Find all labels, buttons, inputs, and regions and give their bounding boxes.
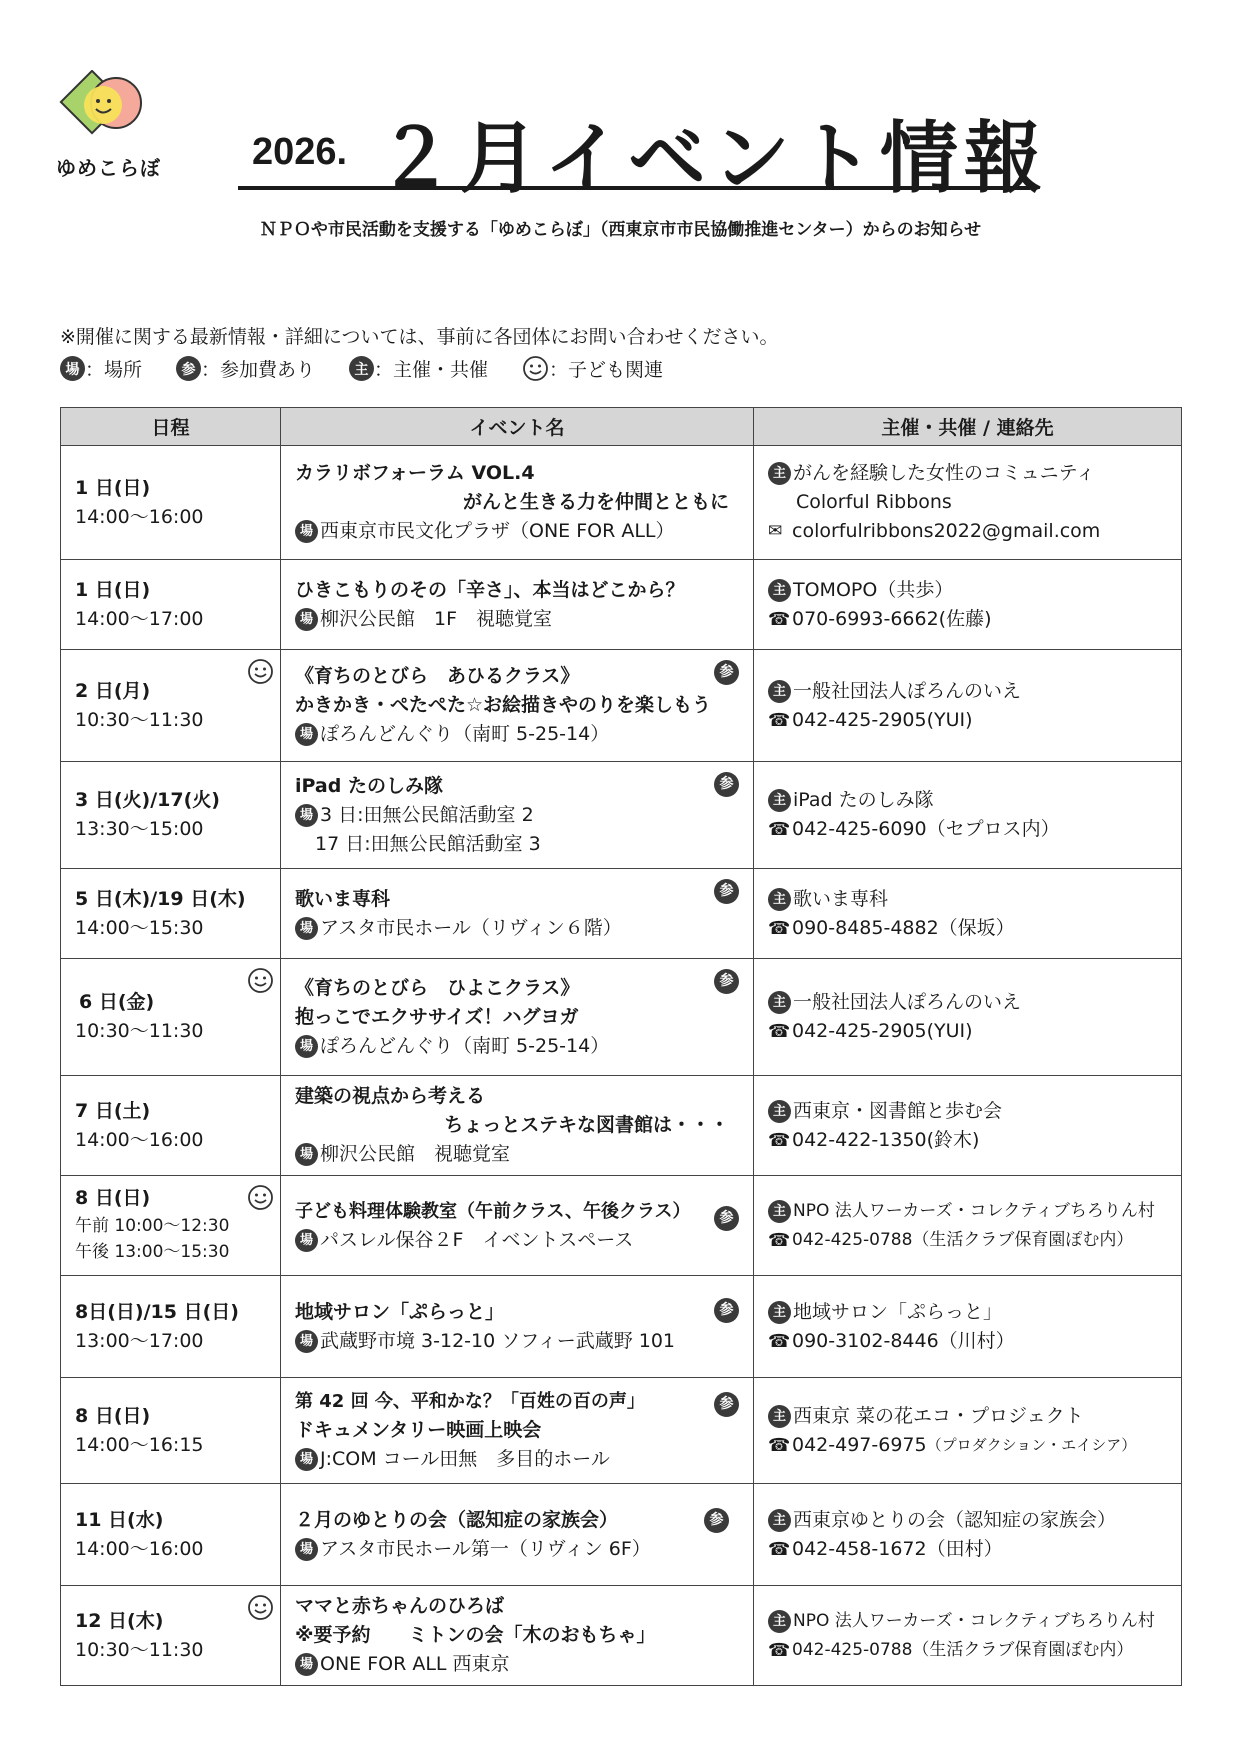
organizer-cell [754,1586,1182,1686]
date-cell [61,959,281,1076]
organizer-name-2: Colorful Ribbons [796,491,952,513]
place-text: 柳沢公民館 1F 視聴覚室 [320,607,553,630]
event-title: iPad たのしみ隊 [295,774,443,797]
event-date: 1 日(日) [75,476,151,499]
event-date: 3 日(火)/17(火) [75,789,220,811]
phone-icon: ☎ [768,608,791,630]
notice: ※開催に関する最新情報・詳細については、事前に各団体にお問い合わせください。 [60,326,779,348]
contact-phone: 070-6993-6662(佐藤) [792,607,992,630]
organizer-name: 地域サロン「ぷらっと」 [793,1300,1003,1323]
date-cell [61,1484,281,1586]
contact-phone: 042-425-0788（生活クラブ保育園ぽむ内） [792,1229,1134,1250]
event-subtitle: ちょっとステキな図書館は・・・ [444,1114,729,1136]
date-cell [61,560,281,650]
legend [60,355,697,382]
fee-icon: 参 [714,1392,739,1417]
organizer-name: 西東京ゆとりの会（認知症の家族会） [793,1508,1117,1531]
page-title [238,94,1049,204]
phone-icon: ☎ [768,1639,791,1661]
organizer-cell [754,560,1182,650]
organizer-cell [754,869,1182,959]
event-time: 13:30～15:00 [75,818,204,840]
host-icon: 主 [768,991,791,1014]
event-date: 6 日(金) [79,991,155,1013]
event-time: 10:30～11:30 [75,1020,204,1042]
event-title: ２月のゆとりの会（認知症の家族会） [295,1508,619,1531]
smiley-icon [247,1184,274,1211]
contact-phone: 090-3102-8446（川村） [792,1329,1015,1352]
organizer-name: 一般社団法人ぽろんのいえ [793,679,1022,702]
contact-phone: 042-497-6975 [792,1433,927,1456]
place-text: ONE FOR ALL 西東京 [320,1653,510,1675]
table-row [61,560,1182,650]
event-place [295,1327,739,1356]
table-row [61,959,1182,1076]
phone-icon: ☎ [768,1129,791,1151]
legend-host-label: ：主催・共催 [374,359,489,381]
event-cell [281,650,754,762]
legend-host [349,355,488,382]
place-icon: 場 [295,917,318,940]
organizer-cell [754,1176,1182,1276]
event-title: ママと赤ちゃんのひろば [295,1595,505,1617]
place-text: アスタ市民ホール（リヴィン６階） [320,916,622,939]
title-main: ２月イベント情報 [376,114,1049,204]
phone-icon: ☎ [768,1434,791,1456]
phone-icon: ☎ [768,819,791,840]
contact-phone: 042-425-0788（生活クラブ保育園ぽむ内） [792,1639,1134,1660]
table-row [61,1076,1182,1176]
event-date: 1 日(日) [75,578,151,601]
event-table [60,407,1182,1686]
place-text: アスタ市民ホール第一（リヴィン 6F） [320,1537,651,1560]
event-subtitle: 抱っこでエクササイズ！ハグヨガ [295,1005,579,1028]
event-place [295,1445,739,1474]
event-cell [281,762,754,869]
phone-icon: ☎ [768,1330,791,1352]
fee-icon: 参 [176,356,201,381]
organizer [768,677,1167,706]
contact [768,1017,1167,1046]
logo-text: ゆめこらぼ [56,156,161,180]
event-subtitle: ドキュメンタリー映画上映会 [295,1419,542,1441]
event-time: 10:30～11:30 [75,1638,204,1661]
table-row [61,1378,1182,1484]
place-icon: 場 [295,608,318,631]
contact [768,605,1167,634]
event-date: 8 日(日) [75,1404,151,1427]
event-subtitle: かきかき・ぺたぺた☆お絵描きやのりを楽しもう [295,694,712,716]
event-cell [281,1378,754,1484]
legend-kids [522,355,663,382]
event-cell [281,1076,754,1176]
host-icon: 主 [768,1100,791,1123]
organizer-cell [754,446,1182,560]
smiley-icon [247,1594,274,1621]
organizer [768,459,1167,488]
event-date: 2 日(月) [75,679,151,702]
logo [56,70,166,180]
organizer-name: NPO 法人ワーカーズ・コレクティブちろりん村 [793,1610,1155,1631]
contact-phone: 042-425-6090（セプロス内） [792,818,1060,840]
date-cell [61,446,281,560]
smiley-icon [522,355,549,382]
host-icon: 主 [768,888,791,911]
table-row [61,446,1182,560]
contact [768,914,1167,943]
organizer [768,786,1167,815]
contact-phone: 042-425-2905(YUI) [792,1020,973,1042]
place-text: 西東京市民文化プラザ（ONE FOR ALL） [320,520,675,542]
table-row [61,1586,1182,1686]
organizer-cell [754,1378,1182,1484]
event-place [295,517,739,546]
contact-phone: 042-422-1350(鈴木) [792,1128,980,1151]
event-subtitle: ※要予約 ミトンの会「木のおもちゃ」 [295,1624,656,1646]
event-title: 《育ちのとびら ひよこクラス》 [295,976,580,999]
phone-icon: ☎ [768,917,791,939]
event-time: 午前 10:00～12:30 [75,1216,230,1236]
place-icon: 場 [295,1653,318,1676]
event-title: 建築の視点から考える [295,1085,486,1107]
event-place [295,1140,739,1169]
organizer [768,1298,1167,1327]
event-title: 歌いま専科 [295,887,391,910]
event-place-2: 17 日:田無公民館活動室 3 [315,832,541,855]
legend-kids-label: ：子ども関連 [549,359,664,381]
fee-icon: 参 [714,660,739,685]
contact [768,1226,1167,1255]
contact [768,815,1167,844]
date-cell [61,1076,281,1176]
event-time: 10:30～11:30 [75,708,204,731]
event-cell [281,959,754,1076]
event-time: 13:00～17:00 [75,1329,204,1352]
place-text: 柳沢公民館 視聴覚室 [320,1143,511,1165]
fee-icon: 参 [714,879,739,904]
organizer [768,988,1167,1017]
contact [768,1535,1167,1564]
fee-icon: 参 [714,772,739,797]
host-icon: 主 [768,1405,791,1428]
organizer-cell [754,1276,1182,1378]
place-text: パスレル保谷２F イベントスペース [320,1228,634,1251]
fee-icon: 参 [714,969,739,994]
contact-email[interactable]: colorfulribbons2022@gmail.com [792,520,1101,542]
table-row [61,1276,1182,1378]
organizer-cell [754,959,1182,1076]
date-cell [61,1378,281,1484]
mail-icon: ✉ [768,521,783,541]
event-time-2: 午後 13:00～15:30 [75,1242,230,1262]
event-date: 11 日(水) [75,1508,164,1531]
organizer-name: iPad たのしみ隊 [793,789,934,811]
contact-phone: 090-8485-4882（保坂） [792,916,1015,939]
event-cell [281,1484,754,1586]
legend-place-label: ：場所 [85,359,143,381]
logo-mark-icon [56,70,166,152]
event-title: 《育ちのとびら あひるクラス》 [295,665,580,687]
event-subtitle: がんと生きる力を仲間とともに [462,491,729,513]
event-time: 14:00～15:30 [75,916,204,939]
contact-note: （プロダクション・エイシア） [926,1435,1137,1454]
event-place [295,720,739,749]
place-icon: 場 [295,520,318,543]
event-cell [281,1176,754,1276]
event-date: 12 日(木) [75,1609,164,1632]
date-cell [61,1176,281,1276]
table-row [61,762,1182,869]
event-date: 7 日(土) [75,1099,151,1122]
place-text: J:COM コール田無 多目的ホール [320,1448,610,1470]
place-icon: 場 [295,1143,318,1166]
place-icon: 場 [295,804,318,827]
contact [768,1431,1167,1460]
host-icon: 主 [768,1509,791,1532]
date-cell [61,1586,281,1686]
phone-icon: ☎ [768,709,791,731]
place-text: 3 日:田無公民館活動室 2 [320,803,534,826]
table-row [61,1484,1182,1586]
smiley-icon [247,658,274,685]
event-date: 5 日(木)/19 日(木) [75,887,246,910]
place-icon: 場 [295,1035,318,1058]
organizer-cell [754,1076,1182,1176]
legend-fee-label: ：参加費あり [201,359,316,381]
contact [768,1126,1167,1155]
event-place [295,605,739,634]
event-place [295,801,739,830]
host-icon: 主 [349,356,374,381]
place-icon: 場 [295,723,318,746]
host-icon: 主 [768,789,791,812]
contact [768,517,1167,546]
host-icon: 主 [768,579,791,602]
event-cell [281,560,754,650]
organizer [768,1402,1167,1431]
table-row [61,1176,1182,1276]
organizer-name: 一般社団法人ぽろんのいえ [793,991,1022,1013]
host-icon: 主 [768,1610,791,1633]
event-time: 14:00～16:15 [75,1433,204,1456]
event-title: 子ども料理体験教室（午前クラス、午後クラス） [295,1200,691,1222]
event-time: 14:00～16:00 [75,1128,204,1151]
event-cell [281,1586,754,1686]
header-organizer: 主催・共催 / 連絡先 [754,408,1182,446]
legend-fee [176,355,315,382]
event-time: 14:00～17:00 [75,607,204,630]
event-date: 8日(日)/15 日(日) [75,1300,239,1323]
organizer-cell [754,1484,1182,1586]
date-cell [61,869,281,959]
place-icon: 場 [295,1448,318,1471]
event-title: 第 42 回 今、平和かな？「百姓の百の声」 [295,1391,645,1412]
place-icon: 場 [60,356,85,381]
organizer [768,1506,1167,1535]
event-time: 14:00～16:00 [75,505,204,528]
legend-place [60,355,142,382]
organizer-name: TOMOPO（共歩） [793,578,954,601]
phone-icon: ☎ [768,1229,791,1251]
organizer [768,576,1167,605]
place-text: ぽろんどんぐり（南町 5-25-14） [320,723,610,745]
organizer-name: 西東京・図書館と歩む会 [793,1099,1003,1122]
phone-icon: ☎ [768,1021,791,1042]
organizer-name: 歌いま専科 [793,887,889,910]
fee-icon: 参 [704,1508,729,1533]
header-event: イベント名 [281,408,754,446]
fee-icon: 参 [714,1298,739,1323]
organizer-cell [754,762,1182,869]
event-place [295,1535,739,1564]
contact [768,1636,1167,1665]
organizer-cell [754,650,1182,762]
table-row [61,869,1182,959]
organizer-name: がんを経験した女性のコミュニティ [793,462,1096,484]
organizer [768,885,1167,914]
event-place [295,914,739,943]
phone-icon: ☎ [768,1538,791,1560]
table-header [61,408,1182,446]
organizer-name: 西東京 菜の花エコ・プロジェクト [793,1404,1084,1427]
organizer [768,1197,1167,1226]
host-icon: 主 [768,680,791,703]
event-place [295,1650,739,1679]
organizer [768,1097,1167,1126]
contact-phone: 042-425-2905(YUI) [792,708,973,731]
place-text: ぽろんどんぐり（南町 5-25-14） [320,1034,610,1057]
host-icon: 主 [768,1200,791,1223]
date-cell [61,1276,281,1378]
host-icon: 主 [768,1301,791,1324]
place-icon: 場 [295,1330,318,1353]
title-year: 2026. [252,131,348,173]
organizer-name: NPO 法人ワーカーズ・コレクティブちろりん村 [793,1200,1155,1221]
event-cell [281,446,754,560]
place-icon: 場 [295,1229,318,1252]
date-cell [61,762,281,869]
contact-phone: 042-458-1672（田村） [792,1537,1003,1560]
host-icon: 主 [768,462,791,485]
contact [768,706,1167,735]
event-place [295,1226,739,1255]
event-date: 8 日(日) [75,1187,151,1209]
event-title: ひきこもりのその「辛さ」、本当はどこから？ [295,578,685,601]
event-cell [281,869,754,959]
table-row [61,650,1182,762]
smiley-icon [247,967,274,994]
event-title: カラリボフォーラム VOL.4 [295,462,535,484]
event-title: 地域サロン「ぷらっと」 [295,1300,505,1323]
subtitle: ＮＰＯや市民活動を支援する「ゆめこらぼ」（西東京市市民協働推進センター）からのお知らせ [259,220,982,240]
header-date: 日程 [61,408,281,446]
place-text: 武蔵野市境 3-12-10 ソフィー武蔵野 101 [320,1329,676,1352]
contact [768,1327,1167,1356]
fee-icon: 参 [714,1206,739,1231]
place-icon: 場 [295,1538,318,1561]
event-time: 14:00～16:00 [75,1537,204,1560]
event-cell [281,1276,754,1378]
event-place [295,1032,739,1061]
date-cell [61,650,281,762]
organizer [768,1607,1167,1636]
